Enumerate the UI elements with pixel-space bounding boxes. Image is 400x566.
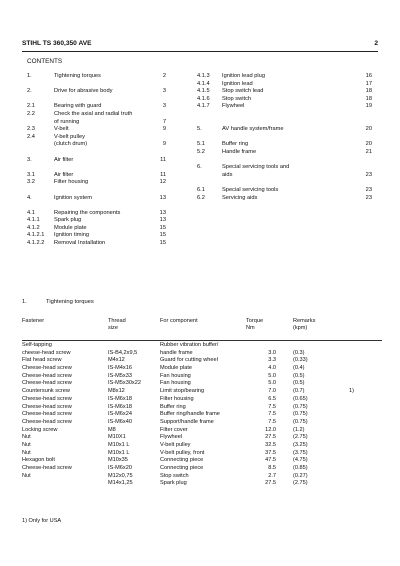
toc-entry-page: 12 (159, 179, 166, 186)
table-row (22, 388, 382, 396)
torque-cell: 37.5 (265, 449, 276, 456)
table-row (22, 396, 382, 404)
thread-cell: M8x12 (108, 388, 125, 395)
toc-spacer (197, 134, 375, 142)
toc-entry-number: 4.1 (27, 209, 35, 216)
remarks-cell: (0.27) (293, 472, 308, 479)
toc-spacer (27, 187, 169, 195)
toc-entry[interactable] (27, 126, 169, 134)
remarks-cell: (2.75) (293, 434, 308, 441)
toc-spacer (27, 96, 169, 104)
torque-cell: 32.5 (265, 441, 276, 448)
table-row (22, 434, 382, 442)
thread-cell: IS-M6x18 (108, 403, 132, 410)
toc-entry-number: 3. (27, 156, 32, 163)
section-title: Tightening torques (46, 299, 94, 305)
table-row (22, 480, 382, 488)
fastener-cell: Flat head screw (22, 357, 62, 364)
component-cell: V-belt pulley (160, 441, 191, 448)
header-remarks: Remarks (kpm) (293, 318, 316, 331)
toc-entry-number: 5.2 (197, 148, 205, 155)
thread-cell: IS-M5x33 (108, 372, 132, 379)
thread-cell: IS-M6x18 (108, 395, 132, 402)
thread-cell: IS-M4x16 (108, 365, 132, 372)
toc-entry-title: Spark plug (54, 217, 82, 224)
table-row (22, 442, 382, 450)
toc-entry-page: 2 (162, 73, 166, 79)
torque-cell: 3.0 (268, 349, 276, 356)
torque-cell: 7.0 (268, 388, 276, 395)
thread-cell: M10x1 L (108, 449, 130, 456)
remarks-cell: (0.3) (293, 349, 305, 356)
component-cell: Fan housing (160, 380, 191, 387)
toc-entry-number: 1. (27, 73, 32, 79)
fastener-cell: Cheese-head screw (22, 411, 72, 418)
thread-cell: M10x1 L (108, 441, 130, 448)
toc-entry-number: 5.1 (197, 141, 205, 148)
toc-entry-page: 15 (159, 240, 166, 247)
component-cell: Buffer ring/handle frame (160, 411, 220, 418)
toc-entry[interactable] (27, 134, 169, 142)
toc-entry-number: 4.1.4 (197, 80, 210, 87)
toc-entry-title: Buffer ring (222, 141, 249, 148)
toc-entry-page: 23 (365, 171, 372, 178)
thread-cell: M8 (108, 426, 116, 433)
torque-cell: 8.5 (268, 465, 276, 471)
header-rule (22, 51, 378, 52)
toc-entry-title: Bearing with guard (54, 103, 102, 110)
toc-entry[interactable] (27, 210, 169, 218)
toc-entry-number: 2. (27, 88, 32, 95)
toc-entry-number: 4.1.5 (197, 88, 210, 95)
toc-entry[interactable] (197, 187, 375, 195)
toc-entry-title: Tightening torques (54, 73, 101, 79)
fastener-cell: Nut (22, 472, 31, 479)
thread-cell: IS-M6x40 (108, 418, 132, 425)
torque-cell: 7.5 (268, 403, 276, 410)
toc-entry-title: Drive for abrasive body (54, 88, 113, 95)
toc-entry-title: Ignition timing (54, 232, 90, 239)
toc-entry-title: aids (222, 171, 233, 178)
toc-entry[interactable] (27, 141, 169, 149)
component-cell: Fan housing (160, 372, 191, 379)
toc-entry-title: Module plate (54, 224, 87, 231)
fastener-cell: Nut (22, 441, 31, 448)
toc-entry-page: 11 (160, 156, 166, 163)
toc-entry[interactable] (27, 232, 169, 240)
toc-entry[interactable] (197, 126, 375, 134)
component-cell: Support/handle frame (160, 418, 214, 425)
toc-entry-title: Repairing the components (54, 209, 121, 216)
table-row (22, 411, 382, 419)
toc-entry-number: 4.1.3 (197, 73, 210, 79)
toc-entry-page: 3 (162, 88, 166, 95)
table-row (22, 357, 382, 365)
toc-entry-title: Servicing aids (222, 194, 258, 201)
remarks-cell: (4.75) (293, 457, 308, 464)
remarks-cell: (0.4) (293, 365, 305, 372)
remarks-cell: (0.75) (293, 411, 308, 418)
fastener-cell: Countersunk screw (22, 388, 70, 395)
header-fastener: Fastener (22, 318, 45, 324)
table-row (22, 350, 382, 358)
remarks-cell: (0.65) (293, 395, 308, 402)
torque-cell: 3.3 (268, 357, 276, 364)
toc-entry[interactable] (197, 81, 375, 89)
toc-entry[interactable] (27, 217, 169, 225)
toc-entry-number: 4.1.2.1 (27, 232, 45, 239)
thread-cell: M4x12 (108, 357, 125, 364)
remarks-cell: (0.85) (293, 465, 308, 471)
table-row (22, 450, 382, 458)
toc-entry-number: 2.1 (27, 103, 35, 110)
torque-cell: 4.0 (268, 365, 276, 372)
toc-entry-title: Special servicing tools and (222, 164, 290, 171)
component-cell: V-belt pulley, front (160, 449, 205, 456)
toc-entry[interactable] (197, 103, 375, 111)
toc-entry-page: 20 (365, 141, 372, 148)
component-cell: Filter cover (160, 426, 188, 433)
torque-cell: 7.5 (268, 418, 276, 425)
toc-entry-title: Air filter (54, 171, 74, 178)
toc-left-column (27, 73, 169, 248)
torque-cell: 5.0 (268, 380, 276, 387)
toc-entry-page: 13 (159, 209, 166, 216)
header-thread: Thread size (108, 318, 126, 331)
toc-entry[interactable] (197, 73, 375, 81)
remarks-cell: (2.75) (293, 480, 308, 487)
toc-entry[interactable] (197, 164, 375, 172)
fastener-cell: Nut (22, 434, 31, 441)
table-row (22, 473, 382, 481)
toc-spacer (197, 111, 375, 119)
toc-entry-page: 23 (365, 186, 372, 193)
toc-entry-page: 11 (160, 171, 166, 178)
toc-entry[interactable] (197, 172, 375, 180)
toc-entry-page: 15 (159, 224, 166, 231)
component-cell: Spark plug (160, 480, 187, 487)
header-torque: Torque Nm (246, 318, 264, 331)
page-header (22, 40, 378, 50)
table-row (22, 427, 382, 435)
table-row (22, 342, 382, 350)
toc-entry-number: 4.1.2.2 (27, 240, 45, 247)
table-row (22, 365, 382, 373)
toc-entry[interactable] (27, 103, 169, 111)
toc-entry-page: 16 (365, 73, 372, 79)
toc-entry-page: 23 (365, 194, 372, 201)
toc-entry-title: AV handle system/frame (222, 126, 284, 133)
toc-entry-title: Check the axial and radial truth (54, 110, 133, 117)
fastener-cell: Cheese-head screw (22, 465, 72, 471)
torque-table (22, 318, 382, 488)
component-cell: Limit stop/bearing (160, 388, 205, 395)
component-cell: Flywheel (160, 434, 183, 441)
remarks-cell: (0.75) (293, 418, 308, 425)
toc-entry[interactable] (27, 172, 169, 180)
toc-entry[interactable] (197, 195, 375, 203)
remarks-cell: (0.5) (293, 372, 305, 379)
document-title: STIHL TS 360,350 AVE (22, 40, 92, 47)
torque-cell: 27.5 (265, 480, 276, 487)
component-cell: Connecting piece (160, 457, 204, 464)
toc-spacer (197, 157, 375, 165)
table-body (22, 342, 382, 488)
table-row (22, 419, 382, 427)
toc-entry-number: 2.2 (27, 110, 35, 117)
toc-entry[interactable] (27, 157, 169, 165)
toc-entry-title: Removal Installation (54, 240, 106, 247)
toc-entry-title: Special servicing tools (222, 186, 279, 193)
toc-entry-page: 19 (365, 103, 372, 110)
component-cell: Stop switch (160, 472, 189, 479)
toc-entry-number: 6.1 (197, 186, 205, 193)
toc-entry[interactable] (197, 149, 375, 157)
toc-entry-title: of running (54, 118, 80, 125)
toc-entry-number: 3.1 (27, 171, 35, 178)
thread-cell: M14x1,25 (108, 480, 133, 487)
toc-entry[interactable] (27, 179, 169, 187)
toc-entry-page: 9 (162, 126, 166, 133)
toc-entry-page: 15 (159, 232, 166, 239)
toc-entry-page: 13 (159, 217, 166, 224)
toc-spacer (27, 202, 169, 210)
fastener-cell: cheese-head screw (22, 349, 71, 356)
table-header (22, 318, 382, 334)
toc-entry[interactable] (27, 88, 169, 96)
toc-entry-number: 6. (197, 164, 202, 171)
toc-entry[interactable] (27, 111, 169, 119)
fastener-cell: Cheese-head screw (22, 395, 72, 402)
toc-entry-number: 4.1.6 (197, 95, 210, 102)
table-row (22, 373, 382, 381)
toc-entry-title: (clutch drum) (54, 141, 88, 148)
table-header-rule (22, 340, 382, 341)
toc-entry-page: 9 (162, 141, 166, 148)
component-cell: Connecting piece (160, 465, 204, 471)
fastener-cell: Cheese-head screw (22, 365, 72, 372)
toc-entry-title: Ignition lead (222, 80, 253, 87)
toc-entry-title: Ignition system (54, 194, 92, 201)
toc-entry[interactable] (27, 240, 169, 248)
toc-entry-title: Ignition lead plug (222, 73, 266, 79)
toc-spacer (27, 164, 169, 172)
toc-entry-title: Flywheel (222, 103, 245, 110)
toc-entry[interactable] (197, 96, 375, 104)
toc-entry-title: V-belt (54, 126, 69, 133)
torque-cell: 47.5 (265, 457, 276, 464)
remarks-cell: (3.75) (293, 449, 308, 456)
table-row (22, 404, 382, 412)
component-cell: Module plate (160, 365, 193, 372)
component-cell: handle frame (160, 349, 193, 356)
remarks-cell: (0.5) (293, 380, 305, 387)
note-cell: 1) (349, 388, 354, 395)
component-cell: Buffer ring (160, 403, 186, 410)
toc-entry-number: 3.2 (27, 179, 35, 186)
section-number: 1. (22, 299, 27, 305)
toc-spacer (27, 149, 169, 157)
toc-entry-title: V-belt pulley (54, 133, 85, 140)
thread-cell: M12x0,75 (108, 472, 133, 479)
toc-entry-number: 5. (197, 126, 202, 133)
toc-entry-page: 20 (365, 126, 372, 133)
toc-entry[interactable] (27, 73, 169, 81)
toc-entry-page: 18 (365, 95, 372, 102)
component-cell: Filter housing (160, 395, 194, 402)
toc-spacer (27, 81, 169, 89)
toc-entry-number: 2.3 (27, 126, 35, 133)
fastener-cell: Nut (22, 449, 31, 456)
fastener-cell: Self-tapping (22, 342, 52, 348)
toc-entry-title: Handle frame (222, 148, 257, 155)
toc-right-column (197, 73, 375, 202)
remarks-cell: (1.2) (293, 426, 305, 433)
thread-cell: IS-B4,2x9,5 (108, 349, 138, 356)
torque-cell: 27.5 (265, 434, 276, 441)
section-heading (22, 299, 94, 305)
fastener-cell: Cheese-head screw (22, 380, 72, 387)
remarks-cell: (0.33) (293, 357, 308, 364)
toc-entry[interactable] (27, 195, 169, 203)
toc-entry-page: 13 (159, 194, 166, 201)
fastener-cell: Cheese-head screw (22, 418, 72, 425)
toc-entry-number: 6.2 (197, 194, 205, 201)
remarks-cell: (3.25) (293, 441, 308, 448)
fastener-cell: Hexagon bolt (22, 457, 55, 464)
toc-entry-title: Filter housing (54, 179, 89, 186)
thread-cell: M10x35 (108, 457, 128, 464)
toc-entry-number: 4.1.1 (27, 217, 40, 224)
table-row (22, 465, 382, 473)
toc-entry-title: Stop switch lead (222, 88, 264, 95)
toc-entry-number: 4.1.2 (27, 224, 40, 231)
toc-entry-number: 4. (27, 194, 32, 201)
header-component: For component (160, 318, 198, 324)
torque-cell: 7.5 (268, 411, 276, 418)
component-cell: Guard for cutting wheel (160, 357, 218, 364)
thread-cell: IS-M5x30x22 (108, 380, 141, 387)
contents-heading: CONTENTS (27, 58, 63, 65)
toc-entry-page: 17 (365, 80, 372, 87)
toc-entry[interactable] (197, 88, 375, 96)
component-cell: Rubber vibration buffer/ (160, 342, 219, 348)
table-row (22, 380, 382, 388)
toc-entry-page: 18 (365, 88, 372, 95)
torque-cell: 12.0 (265, 426, 276, 433)
footnote: 1) Only for USA (22, 518, 62, 524)
toc-entry-page: 21 (365, 148, 372, 155)
toc-entry[interactable] (27, 119, 169, 127)
thread-cell: M10X1 (108, 434, 126, 441)
toc-entry-title: Stop switch (222, 95, 252, 102)
torque-cell: 2.7 (268, 472, 276, 479)
fastener-cell: Cheese-head screw (22, 372, 72, 379)
toc-entry-title: Air filter (54, 156, 74, 163)
thread-cell: IS-M6x24 (108, 411, 132, 418)
fastener-cell: Locking screw (22, 426, 58, 433)
toc-entry-number: 4.1.7 (197, 103, 210, 110)
thread-cell: IS-M6x20 (108, 465, 132, 471)
toc-entry[interactable] (197, 141, 375, 149)
toc-entry-page: 7 (162, 118, 166, 125)
fastener-cell: Cheese-head screw (22, 403, 72, 410)
toc-entry[interactable] (27, 225, 169, 233)
remarks-cell: (0.7) (293, 388, 305, 395)
torque-cell: 6.5 (268, 395, 276, 402)
toc-spacer (197, 179, 375, 187)
toc-spacer (197, 119, 375, 127)
remarks-cell: (0.75) (293, 403, 308, 410)
toc-entry-number: 2.4 (27, 133, 35, 140)
toc-entry-page: 3 (162, 103, 166, 110)
table-row (22, 457, 382, 465)
page-number: 2 (374, 40, 378, 47)
torque-cell: 5.0 (268, 372, 276, 379)
